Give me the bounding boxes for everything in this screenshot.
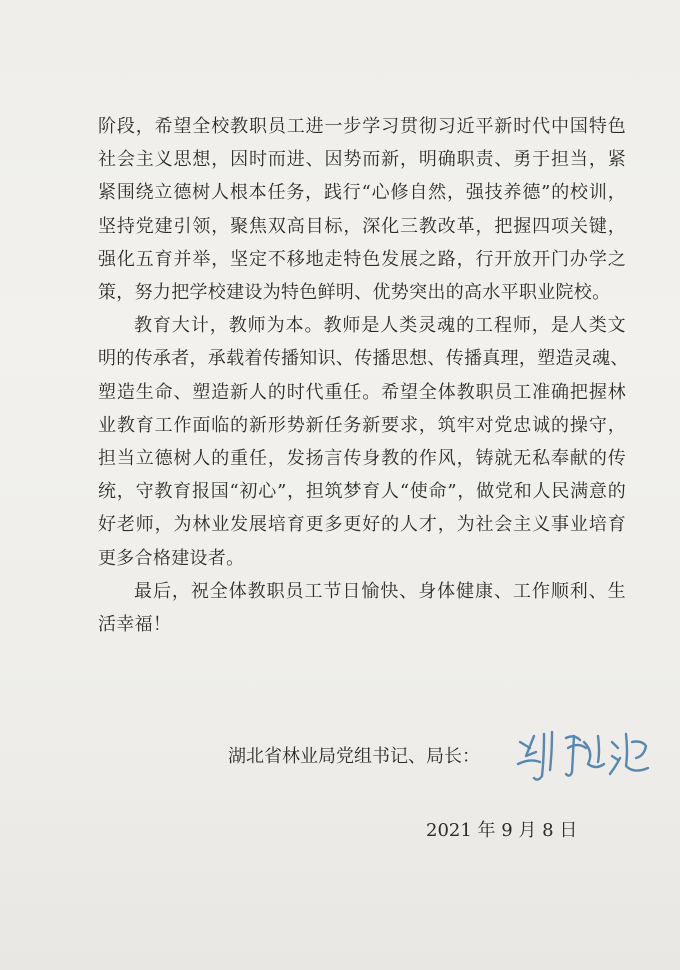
text-line: 活幸福！ bbox=[98, 614, 172, 636]
text-line: 好老师，为林业发展培育更多更好的人才，为社会主义事业培育 bbox=[98, 514, 626, 536]
handwritten-signature-icon bbox=[508, 712, 658, 792]
text-line: 强化五育并举，坚定不移地走特色发展之路，行开放开门办学之 bbox=[98, 248, 626, 270]
text-line: 业教育工作面临的新形势新任务新要求，筑牢对党忠诚的操守， bbox=[98, 414, 626, 436]
text-line: 统，守教育报国“初心”，担筑梦育人“使命”，做党和人民满意的 bbox=[98, 481, 626, 503]
text-line: 更多合格建设者。 bbox=[98, 547, 245, 569]
text-line: 教育大计，教师为本。教师是人类灵魂的工程师，是人类文 bbox=[134, 315, 626, 337]
letter-body bbox=[98, 110, 629, 641]
text-line: 塑造生命、塑造新人的时代重任。希望全体教职员工准确把握林 bbox=[98, 381, 626, 403]
letter-date: 2021 年 9 月 8 日 bbox=[426, 820, 578, 841]
text-line: 坚持党建引领，聚焦双高目标，深化三教改革，把握四项关键， bbox=[98, 215, 626, 237]
text-line: 阶段，希望全校教职员工进一步学习贯彻习近平新时代中国特色 bbox=[98, 116, 626, 137]
text-line: 紧围绕立德树人根本任务，践行“心修自然，强技养德”的校训， bbox=[98, 182, 626, 204]
paragraph-2 bbox=[98, 309, 629, 575]
text-line: 最后，祝全体教职员工节日愉快、身体健康、工作顺利、生 bbox=[134, 580, 626, 602]
text-line: 担当立德树人的重任，发扬言传身教的作风，铸就无私奉献的传 bbox=[98, 448, 626, 470]
text-line: 社会主义思想，因时而进、因势而新，明确职责、勇于担当，紧 bbox=[98, 149, 626, 171]
text-line: 明的传承者，承载着传播知识、传播思想、传播真理，塑造灵魂、 bbox=[98, 348, 629, 370]
paragraph-3 bbox=[98, 575, 626, 641]
text-line: 策，努力把学校建设为特色鲜明、优势突出的高水平职业院校。 bbox=[98, 282, 611, 304]
paragraph-1 bbox=[98, 110, 626, 309]
signer-title: 湖北省林业局党组书记、局长： bbox=[228, 746, 480, 767]
